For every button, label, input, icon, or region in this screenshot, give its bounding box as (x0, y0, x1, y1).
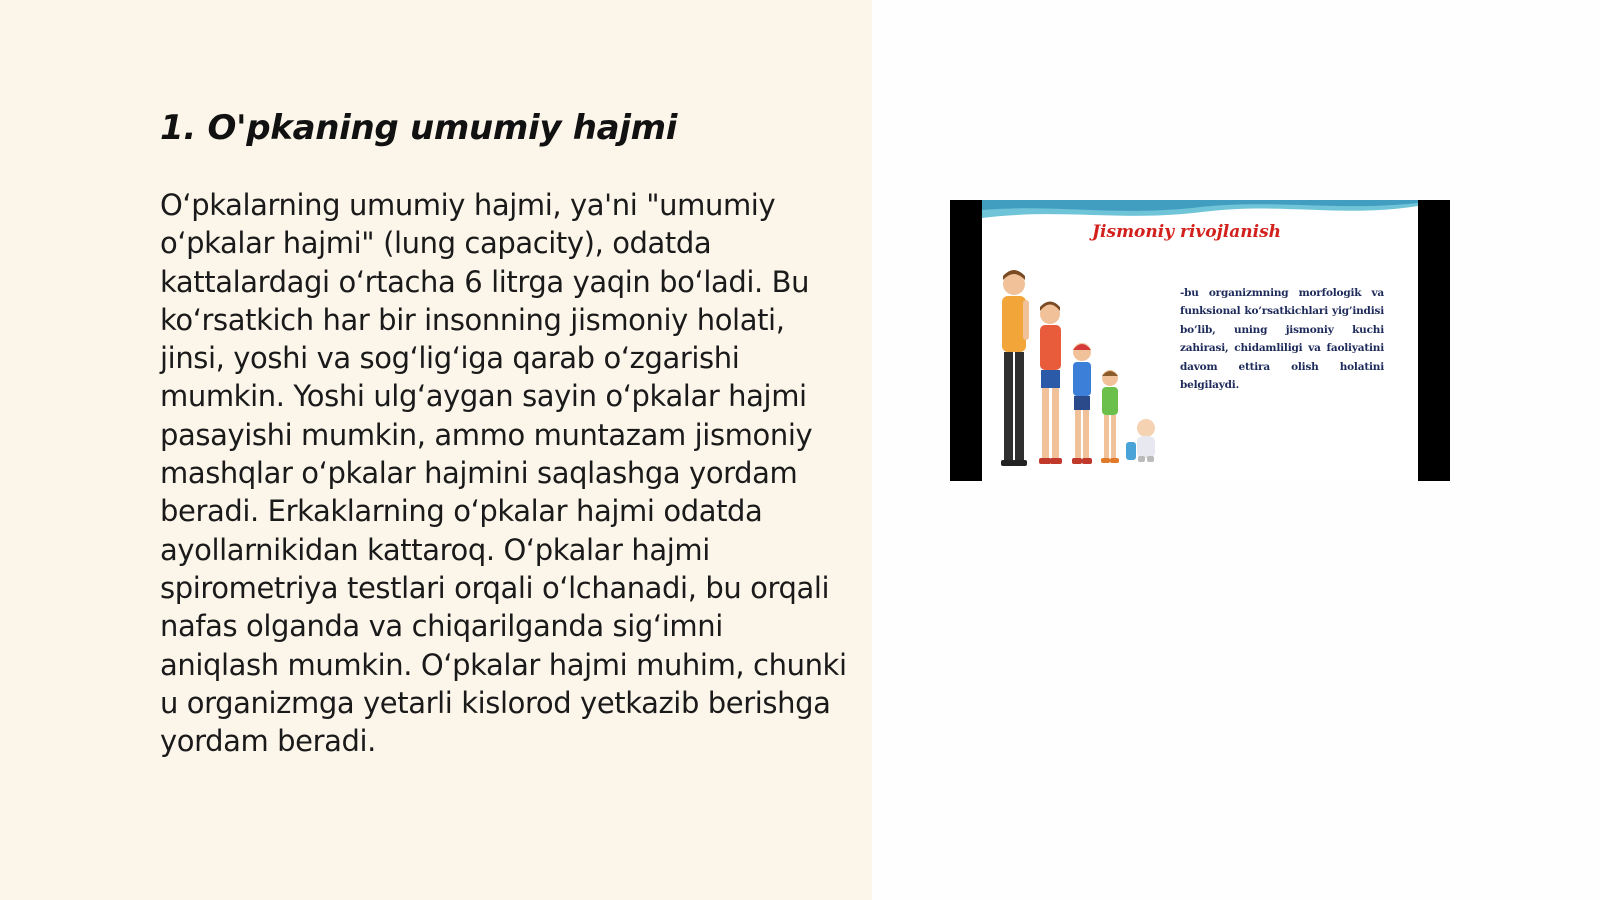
illustration-description: -bu organizmning morfologik va funksional ko’rsatkichlari yig’indisi bo’lib, uning jismoniy kuchi zahirasi, chidamliligi va faoliyatini davom ettira olish holatini belgilaydi. (1180, 287, 1384, 392)
illustration-image (950, 200, 1450, 481)
family-height-icon (986, 270, 1166, 481)
slide-body-text: O‘pkalarning umumiy hajmi, ya'ni "umumiy o‘pkalar hajmi" (lung capacity), odatda kattalardagi o‘rtacha 6 litrga yaqin bo‘ladi. Bu ko‘rsatkich har bir insonning jismoniy holati, jinsi, yoshi va sog‘lig‘iga qarab o‘zgarishi mumkin. Yoshi ulg‘aygan sayin o‘pkalar hajmi pasayishi mumkin, ammo muntazam jismoniy mashqlar o‘pkalar hajmini saqlashga yordam beradi. Erkaklarning o‘pkalar hajmi odatda ayollarnikidan kattaroq. O‘pkalar hajmi spirometriya testlari orqali o‘lchanadi, bu orqali nafas olganda va chiqarilganda sig‘imni aniqlash mumkin. O‘pkalar hajmi muhim, chunki u organizmga yetarli kislorod yetkazib berishga yordam beradi. (160, 188, 847, 759)
slide-title: 1. O'pkaning umumiy hajmi (160, 108, 678, 148)
illustration-title: Jismoniy rivojlanish (1092, 222, 1282, 242)
illustration-content (982, 200, 1418, 481)
